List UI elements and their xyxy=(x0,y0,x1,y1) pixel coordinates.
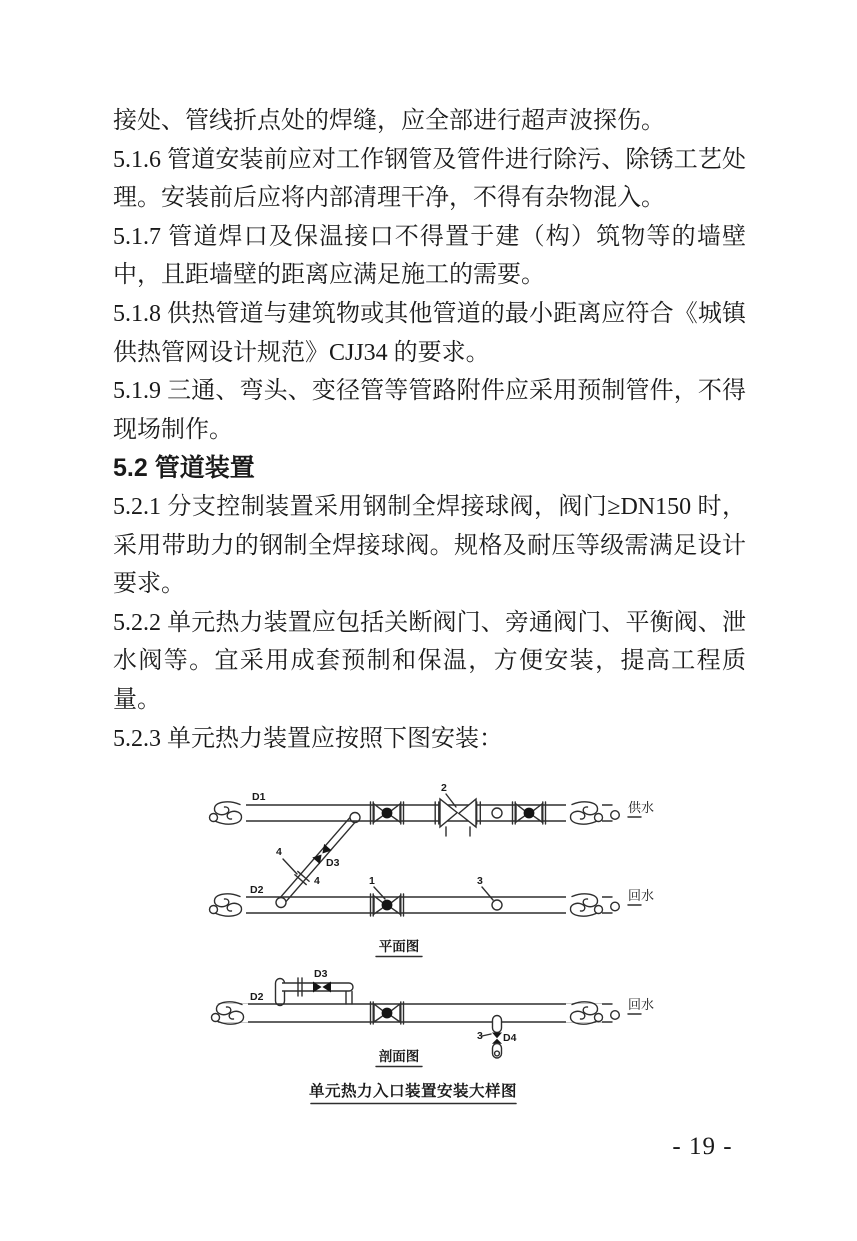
section-view xyxy=(212,968,655,1067)
paragraph-5-1-6: 5.1.6 管道安装前应对工作钢管及管件进行除污、除锈工艺处理。安装前后应将内部清理干净，不得有杂物混入。 xyxy=(113,146,746,212)
plan-valve-d3-label: D3 xyxy=(326,857,340,869)
section-pipe-end-cap xyxy=(611,1011,620,1020)
body-text xyxy=(113,102,746,758)
leader-callout-3 xyxy=(482,887,493,900)
plan-view xyxy=(210,782,655,957)
section-return-water-label: 回水 xyxy=(628,997,655,1012)
plan-supply-pipe xyxy=(218,805,619,821)
paragraph-continuation: 接处、管线折点处的焊缝，应全部进行超声波探伤。 xyxy=(113,108,665,134)
plan-view-title: 平面图 xyxy=(378,939,420,954)
plan-callout-2-label: 2 xyxy=(441,782,447,794)
section-view-title: 剖面图 xyxy=(378,1049,420,1064)
leader-callout-4 xyxy=(283,859,297,874)
section-return-pipe xyxy=(218,1004,619,1022)
plan-return-break-right xyxy=(566,894,603,916)
plan-return-gauge-3 xyxy=(492,900,502,910)
section-valve-d3-label: D3 xyxy=(314,968,328,980)
plan-supply-gauge xyxy=(492,808,502,818)
plan-return-water-label: 回水 xyxy=(628,888,655,903)
plan-callout-1-label: 1 xyxy=(369,875,375,887)
paragraph-5-2-2: 5.2.2 单元热力装置应包括关断阀门、旁通阀门、平衡阀、泄水阀等。宜采用成套预制和保温，方便安装，提高工程质量。 xyxy=(113,609,746,713)
page-number: - 19 - xyxy=(672,1133,733,1160)
section-callout-3-label: 3 xyxy=(477,1030,483,1042)
plan-supply-water-label: 供水 xyxy=(628,800,655,815)
section-main-valve xyxy=(371,1002,404,1024)
paragraph-5-2-3: 5.2.3 单元热力装置应按照下图安装： xyxy=(113,725,503,752)
plan-supply-pipe-end-cap xyxy=(611,811,620,820)
paragraph-5-2-1: 5.2.1 分支控制装置采用钢制全焊接球阀，阀门≥DN150 时，采用带助力的钢制全焊接球阀。规格及耐压等级需满足设计要求。 xyxy=(113,493,746,598)
plan-supply-break-right xyxy=(566,802,603,824)
section-break-left xyxy=(212,1002,249,1024)
section-bypass-loop xyxy=(276,978,354,1006)
plan-pipe-d2-label: D2 xyxy=(250,884,264,896)
section-pipe-d2-label: D2 xyxy=(250,991,264,1003)
plan-return-pipe-end-cap xyxy=(611,902,620,911)
section-break-right xyxy=(566,1002,603,1024)
paragraph-5-1-8: 5.1.8 供热管道与建筑物或其他管道的最小距离应符合《城镇供热管网设计规范》CJJ34 的要求。 xyxy=(113,300,746,366)
plan-callout-4a-label: 4 xyxy=(276,846,282,858)
section-valve-d4-label: D4 xyxy=(503,1032,517,1044)
installation-diagram xyxy=(0,775,857,1120)
leader-drain-callout-3 xyxy=(482,1034,491,1036)
plan-callout-4b-label: 4 xyxy=(314,875,320,887)
plan-supply-break-left xyxy=(210,802,247,824)
plan-return-break-left xyxy=(210,894,247,916)
paragraph-5-1-7: 5.1.7 管道焊口及保温接口不得置于建（构）筑物等的墙壁中，且距墙壁的距离应满足施工的需要。 xyxy=(113,223,746,289)
plan-pipe-d1-label: D1 xyxy=(252,791,266,803)
plan-callout-3-label: 3 xyxy=(477,875,483,887)
plan-bypass-pipe xyxy=(276,813,360,908)
paragraph-5-1-9: 5.1.9 三通、弯头、变径管等管路附件应采用预制管件，不得现场制作。 xyxy=(113,378,746,443)
diagram-caption: 单元热力入口装置安装大样图 xyxy=(308,1083,518,1100)
section-heading-5-2: 5.2 管道装置 xyxy=(113,454,255,483)
